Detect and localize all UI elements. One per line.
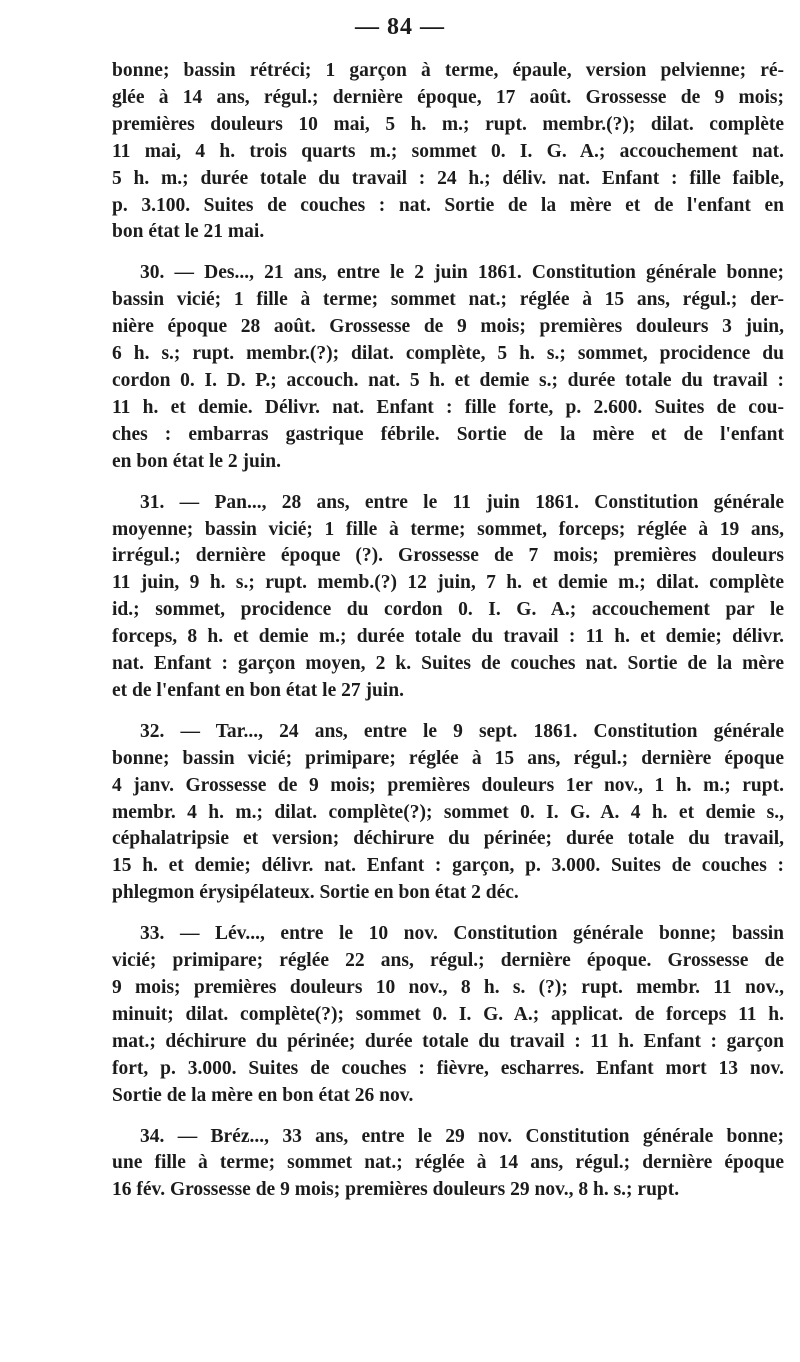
text-line: en bon état le 2 juin.: [112, 450, 282, 472]
case-paragraph-p30: [112, 260, 784, 475]
text-line: une fille à terme; sommet nat.; réglée à 14 ans, régul.; dernière époque: [112, 1152, 784, 1174]
text-line: 32. — Tar..., 24 ans, entre le 9 sept. 1861. Constitution générale: [140, 720, 784, 742]
text-line: Sortie de la mère en bon état 26 nov.: [112, 1084, 414, 1106]
text-line: moyenne; bassin vicié; 1 fille à terme; sommet, forceps; réglée à 19 ans,: [112, 518, 784, 540]
text-line: irrégul.; dernière époque (?). Grossesse de 7 mois; premières douleurs: [112, 545, 784, 567]
text-line: ches : embarras gastrique fébrile. Sortie de la mère et de l'enfant: [112, 423, 784, 445]
text-line: 15 h. et demie; délivr. nat. Enfant : garçon, p. 3.000. Suites de couches :: [112, 855, 784, 877]
text-line: et de l'enfant en bon état le 27 juin.: [112, 679, 404, 701]
text-line: bon état le 21 mai.: [112, 221, 265, 243]
case-paragraph-p33: [112, 921, 784, 1109]
text-line: céphalatripsie et version; déchirure du périnée; durée totale du travail,: [112, 828, 784, 850]
text-line: bassin vicié; 1 fille à terme; sommet nat.; réglée à 15 ans, régul.; der-: [112, 289, 784, 311]
text-line: 33. — Lév..., entre le 10 nov. Constitution générale bonne; bassin: [140, 923, 784, 945]
body-text: [112, 58, 784, 1218]
text-line: minuit; dilat. complète(?); sommet 0. I. G. A.; applicat. de forceps 11 h.: [112, 1003, 784, 1025]
text-line: forceps, 8 h. et demie m.; durée totale du travail : 11 h. et demie; délivr.: [112, 626, 784, 648]
text-line: premières douleurs 10 mai, 5 h. m.; rupt. membr.(?); dilat. complète: [112, 113, 784, 135]
text-line: id.; sommet, procidence du cordon 0. I. G. A.; accouchement par le: [112, 599, 784, 621]
text-line: 31. — Pan..., 28 ans, entre le 11 juin 1861. Constitution générale: [140, 491, 784, 513]
text-line: fort, p. 3.000. Suites de couches : fièvre, escharres. Enfant mort 13 nov.: [112, 1057, 784, 1079]
text-line: 11 h. et demie. Délivr. nat. Enfant : fille forte, p. 2.600. Suites de cou-: [112, 396, 784, 418]
text-line: 5 h. m.; durée totale du travail : 24 h.; déliv. nat. Enfant : fille faible,: [112, 167, 784, 189]
text-line: 11 mai, 4 h. trois quarts m.; sommet 0. I. G. A.; accouchement nat.: [112, 140, 784, 162]
text-line: 34. — Bréz..., 33 ans, entre le 29 nov. Constitution générale bonne;: [140, 1125, 784, 1147]
text-line: bonne; bassin vicié; primipare; réglée à 15 ans, régul.; dernière époque: [112, 747, 784, 769]
text-line: 9 mois; premières douleurs 10 nov., 8 h. s. (?); rupt. membr. 11 nov.,: [112, 977, 784, 998]
case-paragraph-p29: [112, 58, 784, 246]
text-line: phlegmon érysipélateux. Sortie en bon état 2 déc.: [112, 882, 519, 904]
case-paragraph-p32: [112, 719, 784, 907]
text-line: bonne; bassin rétréci; 1 garçon à terme, épaule, version pelvienne; ré-: [112, 60, 784, 81]
text-line: nat. Enfant : garçon moyen, 2 k. Suites de couches nat. Sortie de la mère: [112, 653, 784, 675]
text-line: p. 3.100. Suites de couches : nat. Sortie de la mère et de l'enfant en: [112, 194, 784, 216]
text-line: 11 juin, 9 h. s.; rupt. memb.(?) 12 juin, 7 h. et demie m.; dilat. complète: [112, 572, 784, 594]
text-line: 16 fév. Grossesse de 9 mois; premières douleurs 29 nov., 8 h. s.; rupt.: [112, 1179, 680, 1201]
text-line: mat.; déchirure du périnée; durée totale du travail : 11 h. Enfant : garçon: [112, 1030, 784, 1052]
text-line: 4 janv. Grossesse de 9 mois; premières douleurs 1er nov., 1 h. m.; rupt.: [112, 774, 784, 796]
text-line: 30. — Des..., 21 ans, entre le 2 juin 1861. Constitution générale bonne;: [140, 262, 784, 284]
case-paragraph-p34: [112, 1124, 784, 1205]
case-paragraph-p31: [112, 490, 784, 705]
text-line: vicié; primipare; réglée 22 ans, régul.; dernière époque. Grossesse de: [112, 950, 784, 972]
text-line: 6 h. s.; rupt. membr.(?); dilat. complète, 5 h. s.; sommet, procidence du: [112, 343, 784, 365]
page-number: — 84 —: [355, 14, 445, 40]
text-line: nière époque 28 août. Grossesse de 9 mois; premières douleurs 3 juin,: [112, 316, 784, 338]
text-line: glée à 14 ans, régul.; dernière époque, 17 août. Grossesse de 9 mois;: [112, 86, 784, 108]
text-line: membr. 4 h. m.; dilat. complète(?); sommet 0. I. G. A. 4 h. et demie s.,: [112, 801, 784, 823]
text-line: cordon 0. I. D. P.; accouch. nat. 5 h. et demie s.; durée totale du travail :: [112, 369, 784, 391]
